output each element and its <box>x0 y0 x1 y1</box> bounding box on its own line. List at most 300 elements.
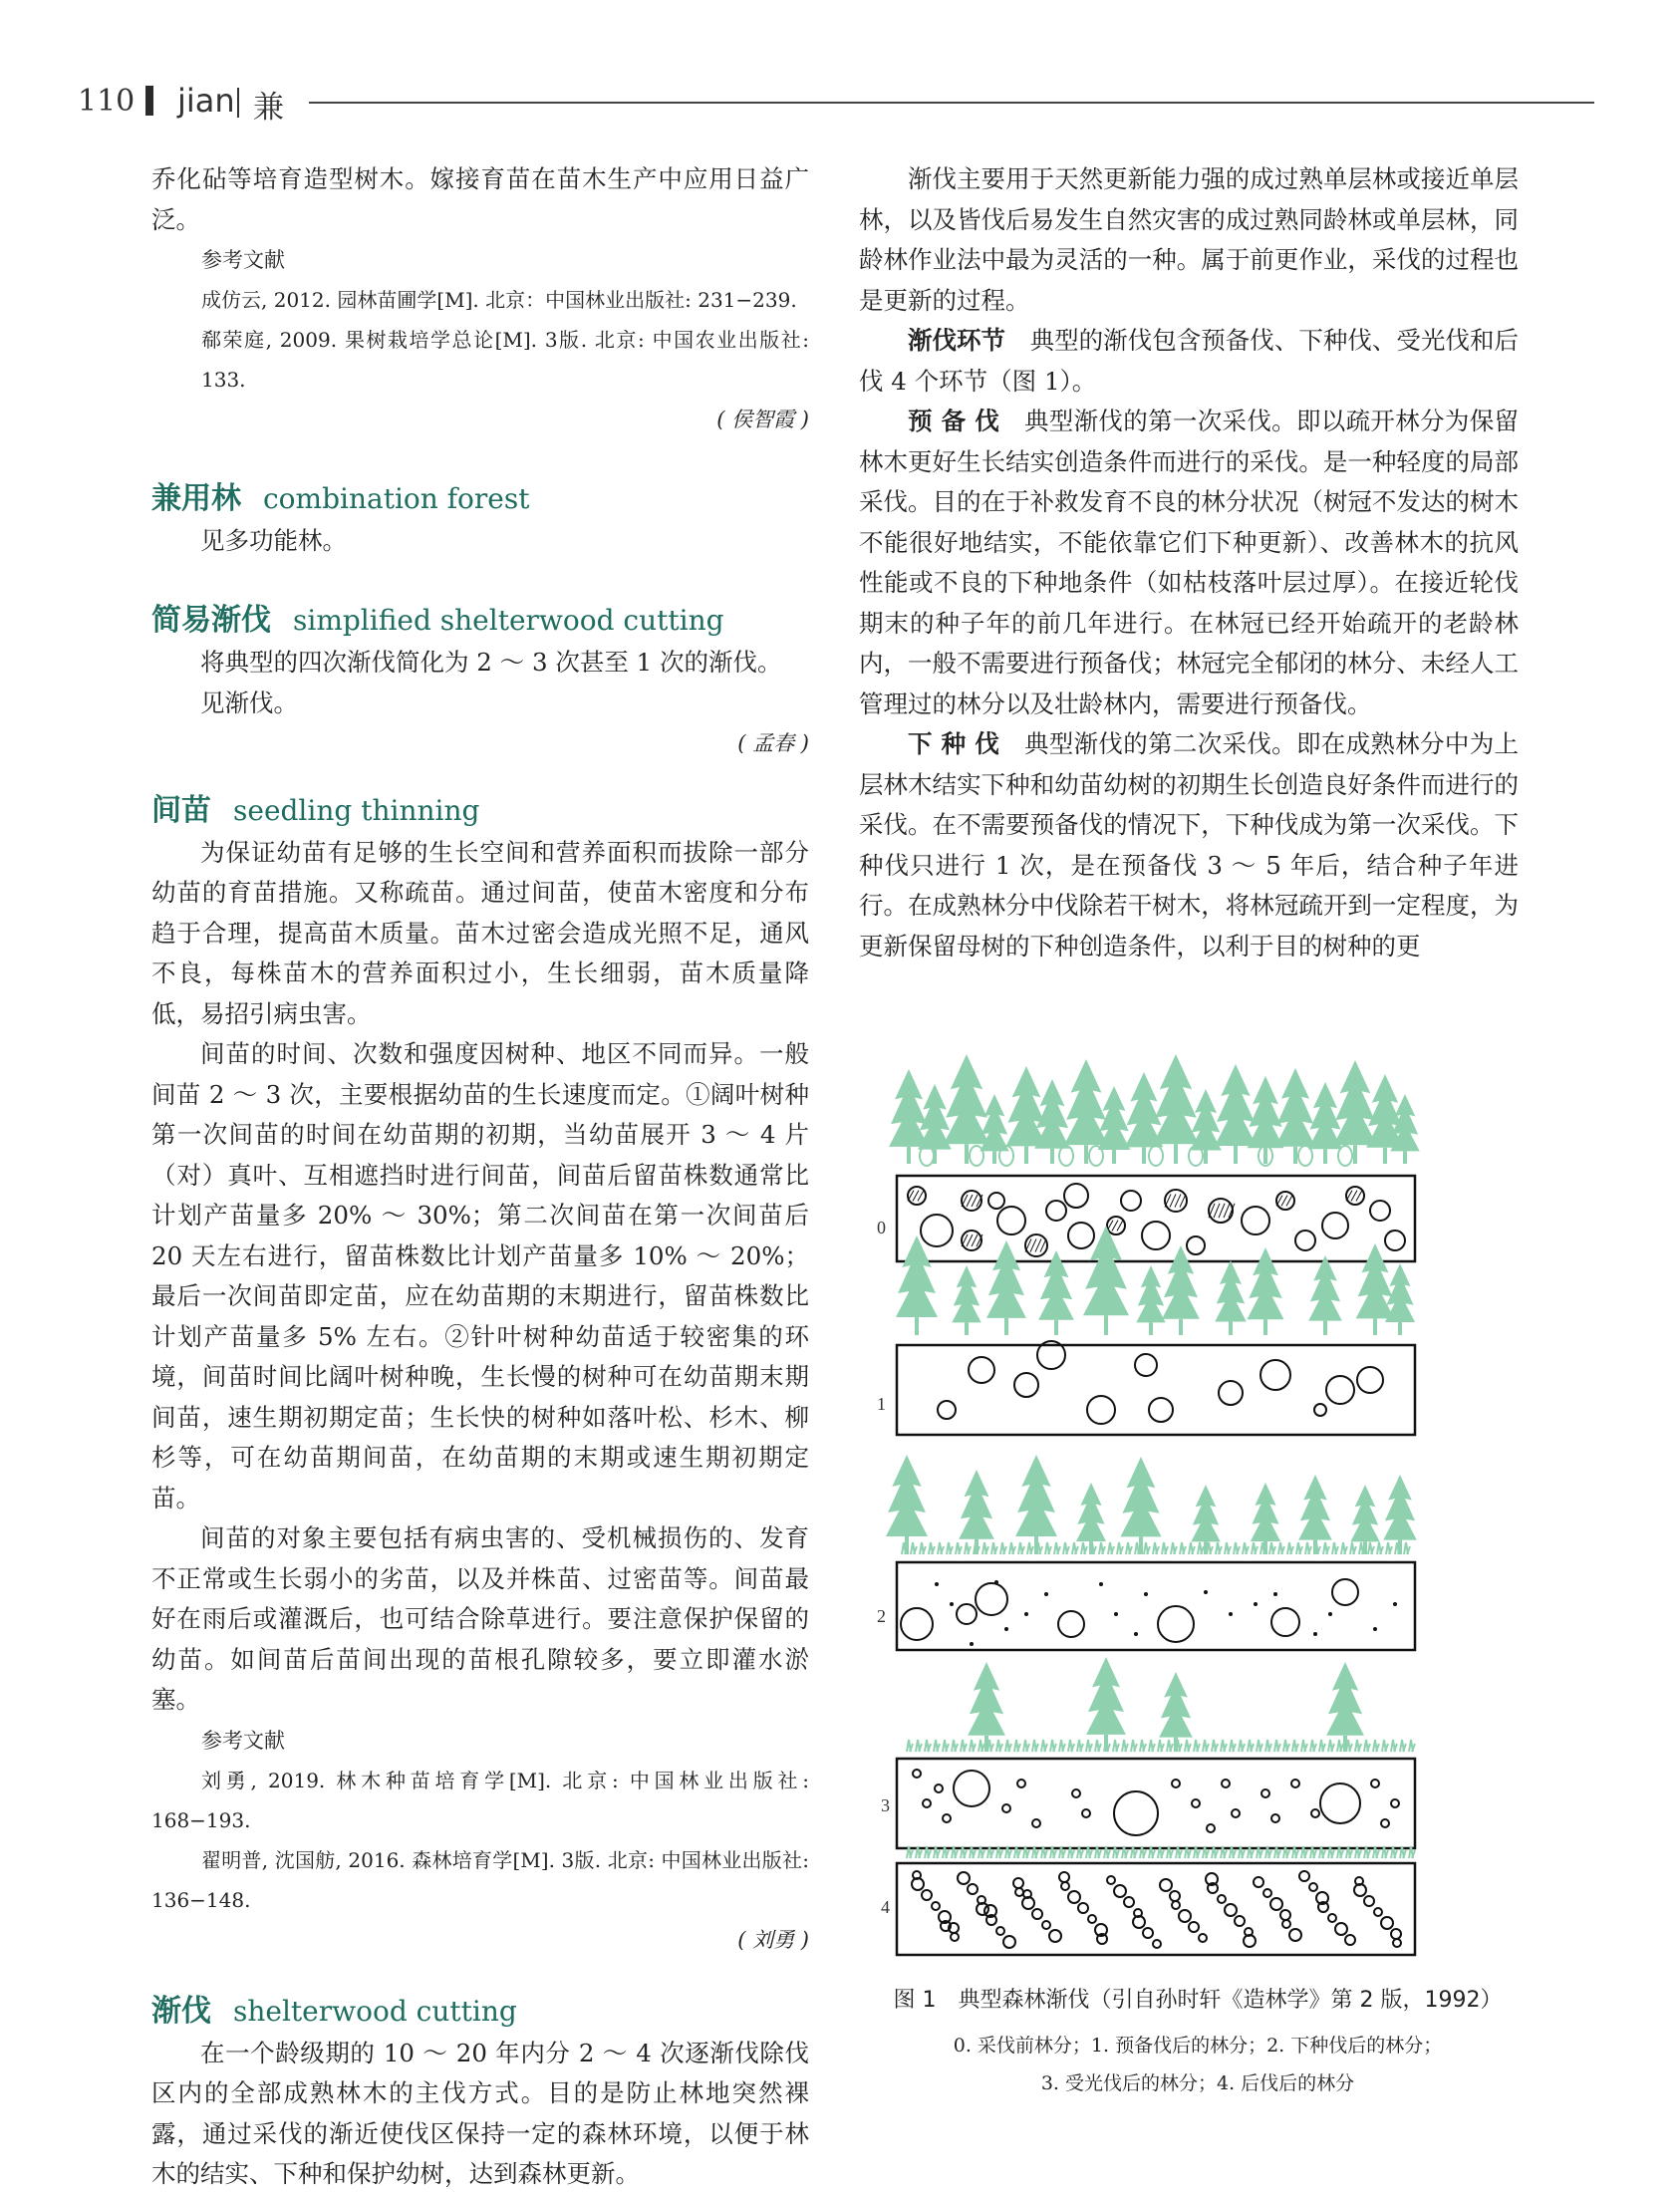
seedling-dot <box>1144 1592 1148 1596</box>
crown-circle <box>1374 1908 1382 1916</box>
crown-circle <box>1328 1914 1336 1922</box>
tree-trunk <box>1004 1318 1008 1335</box>
tree-trunk <box>1229 1322 1233 1336</box>
hatch-line <box>1356 1191 1362 1202</box>
grass-tuft <box>1108 1542 1114 1554</box>
crown-circle <box>1371 1780 1379 1787</box>
grass-tuft <box>1382 1740 1388 1752</box>
reference-item: 成仿云, 2012. 园林苗圃学[M]. 北京：中国林业出版社: 231−239. <box>201 288 797 312</box>
hatch-line <box>972 1235 978 1246</box>
grass-tuft <box>1350 1542 1356 1554</box>
entry-heading <box>151 599 809 643</box>
seedling-dot <box>935 1582 939 1586</box>
crown-circle <box>1121 1191 1141 1211</box>
tree-trunk <box>1323 1149 1327 1164</box>
hatch-line <box>1286 1196 1292 1207</box>
tree-trunk <box>1323 1321 1327 1335</box>
grass-tuft <box>1176 1740 1182 1752</box>
text-run: 典型渐伐的第二次采伐。即在成熟林分中为上层林木结实下种和幼苗幼树的初期生长创造良好条件而进行的采伐。在不需要预备伐的情况下，下种伐成为第一次采伐。下种伐只进行 1 次，是在预备伐 3 ～ 5 年后，结合种子年进行。在成熟林分中伐除若干树木，将林冠疏开到一定程度，为更新保留母树的下种创造条件，以利于目的树种的更 <box>859 729 1520 960</box>
crown-circle <box>1059 1872 1069 1882</box>
grass-tuft <box>943 1740 949 1752</box>
entry-author: ( 侯智霞 ) <box>716 408 809 431</box>
grass-tuft <box>987 1740 993 1752</box>
cross-reference-link[interactable]: 多功能林 <box>224 526 323 555</box>
crown-circle <box>976 1583 1007 1615</box>
tree-icon <box>1298 1475 1332 1540</box>
grass-tuft <box>1400 1740 1406 1752</box>
crown-circle <box>1049 1930 1061 1942</box>
crown-circle <box>1271 1814 1279 1822</box>
crown-circle <box>1291 1780 1299 1787</box>
references-title: 参考文献 <box>201 248 285 272</box>
grass-tuft <box>1185 1740 1191 1752</box>
crown-circle <box>932 1902 940 1910</box>
grass-tuft <box>1332 1542 1338 1554</box>
tree-trunk <box>907 1147 911 1164</box>
entry-title-en: seedling thinning <box>233 793 480 827</box>
grass-tuft <box>1265 1740 1271 1752</box>
tree-icon <box>1159 1672 1193 1738</box>
seedling-dot <box>1313 1632 1317 1636</box>
grass-tuft <box>1036 1542 1042 1554</box>
grass-tuft <box>1305 1542 1311 1554</box>
grass-tuft <box>1077 1740 1083 1752</box>
text-run: 在一个龄级期的 10 ～ 20 年内分 2 ～ 4 次逐渐伐除伐区内的全部成熟林木的 <box>151 2038 809 2107</box>
grass-tuft <box>961 1740 967 1752</box>
crown-circle <box>1078 1903 1088 1913</box>
grass-tuft <box>1239 1740 1245 1752</box>
grass-tuft <box>1027 1542 1033 1554</box>
tree-icon <box>1356 1243 1395 1318</box>
figure-subcaption-line: 3. 受光伐后的林分；4. 后伐后的林分 <box>1040 2072 1355 2094</box>
hatch-line <box>1281 1196 1287 1207</box>
grass-tuft <box>1023 1740 1029 1752</box>
grass-tuft <box>1355 1740 1361 1752</box>
term-link[interactable]: 主伐方式 <box>415 2078 521 2107</box>
tree-icon <box>1251 1483 1280 1541</box>
text-run: 典型的渐伐包含预备伐、下种伐、受光伐和后伐 4 个环节（图 1）。 <box>859 326 1520 396</box>
grass-tuft <box>956 1542 962 1554</box>
grass-tuft <box>911 1542 917 1554</box>
seedling-dot <box>1004 1627 1008 1631</box>
hatch-line <box>1224 1204 1230 1218</box>
stand-plan-box <box>897 1562 1415 1650</box>
entry-author: ( 孟春 ) <box>737 730 809 755</box>
tree-trunk <box>1204 1151 1208 1165</box>
crown-circle <box>1003 1936 1015 1948</box>
crown-circle <box>1225 1904 1237 1916</box>
grass-tuft <box>1086 1740 1092 1752</box>
seedling-dot <box>1024 1612 1028 1616</box>
sapling-icon <box>1059 1146 1073 1166</box>
grass-tuft <box>970 1740 976 1752</box>
grass-tuft <box>1032 1740 1038 1752</box>
crown-circle <box>1370 1201 1390 1221</box>
grass-tuft <box>1310 1740 1316 1752</box>
entry-title-en: simplified shelterwood cutting <box>293 604 724 637</box>
entry-paragraph: 间苗的对象主要包括有病虫害的、受机械损伤的、发育不正常或生长弱小的劣苗，以及并株苗、过密苗等。间苗最好在雨后或灌溉后，也可结合除草进行。要注意保护保留的幼苗。如间苗后苗间出现的苗根孔隙较多，要立即灌水淤塞。 <box>151 1523 809 1714</box>
crown-circle <box>1017 1780 1025 1787</box>
references-title: 参考文献 <box>201 1728 285 1753</box>
tree-icon <box>1064 1059 1108 1145</box>
figure-caption: 图 1 典型森林渐伐（引自孙时轩《造林学》第 2 版，1992） <box>893 1988 1503 2013</box>
crown-circle <box>922 1890 932 1900</box>
crown-circle <box>968 1884 978 1894</box>
text-run: ，应在幼苗期的末期进行，留苗株数比计划产苗量多 5% 左右。②针叶树种幼苗适于较密集的环境，间苗时间比阔叶树种晚，生长慢的树种可在幼苗期末期间苗， <box>151 1281 810 1432</box>
seedling-dot <box>1044 1592 1048 1596</box>
grass-tuft <box>907 1740 913 1752</box>
grass-tuft <box>1104 1740 1110 1752</box>
grass-tuft <box>1301 1740 1307 1752</box>
grass-tuft <box>1180 1542 1186 1554</box>
entry-title-zh: 渐伐 <box>151 1993 211 2029</box>
grass-tuft <box>1189 1542 1195 1554</box>
grass-tuft <box>1314 1542 1320 1554</box>
left-column <box>151 159 809 2195</box>
panel-label: 0 <box>877 1218 886 1237</box>
hatch-line <box>1112 1221 1118 1232</box>
grass-tuft <box>1278 1542 1284 1554</box>
term-link[interactable]: 林分 <box>1395 407 1445 435</box>
crown-circle <box>1391 1799 1399 1807</box>
tree-icon <box>1086 1657 1126 1735</box>
crown-circle <box>1232 1809 1240 1817</box>
grass-tuft <box>952 1740 958 1752</box>
crown-circle <box>1260 1360 1290 1390</box>
crown-circle <box>1068 1891 1080 1903</box>
text-run: 初期定苗；生长快的树种如落叶松、杉木、柳杉等，可在幼苗期间苗，在幼苗期的末期或速生期初期定苗。 <box>151 1402 810 1512</box>
crown-circle <box>1209 1199 1233 1223</box>
grass-tuft <box>1000 1542 1006 1554</box>
tree-trunk <box>965 1322 969 1335</box>
hatch-line <box>972 1195 978 1207</box>
grass-tuft <box>1113 1740 1119 1752</box>
tree-icon <box>1308 1255 1342 1321</box>
crown-circle <box>1320 1783 1360 1823</box>
tree-icon <box>1005 1066 1046 1146</box>
grass-tuft <box>1014 1740 1020 1752</box>
grass-tuft <box>920 1542 926 1554</box>
crown-circle <box>1153 1940 1161 1948</box>
header-character: 兼 <box>253 90 284 126</box>
crown-circle <box>1282 1920 1290 1928</box>
crown-circle <box>1068 1223 1094 1248</box>
entry-heading <box>151 477 809 521</box>
see-suffix: 。 <box>273 687 298 717</box>
tree-icon <box>952 1265 980 1322</box>
entry-title-en: shelterwood cutting <box>233 1994 517 2028</box>
crown-circle <box>1332 1579 1358 1605</box>
hatch-line <box>1219 1204 1225 1218</box>
see-suffix: 。 <box>322 526 347 555</box>
tree-trunk <box>1383 1148 1387 1164</box>
crown-circle <box>1032 1909 1042 1919</box>
tree-trunk <box>1024 1146 1028 1164</box>
tree-trunk <box>965 1144 969 1164</box>
crown-circle <box>923 1799 931 1807</box>
grass-tuft <box>1207 1542 1213 1554</box>
tree-trunk <box>1050 1149 1054 1164</box>
tree-trunk <box>1263 1148 1267 1164</box>
tree-icon <box>1191 1485 1220 1541</box>
crown-circle <box>1261 1789 1269 1797</box>
crown-circle <box>1046 1201 1066 1221</box>
crown-circle <box>1088 1915 1096 1923</box>
grass-tuft <box>1144 1542 1150 1554</box>
crown-circle <box>1381 1917 1393 1929</box>
sapling-icon <box>1338 1146 1352 1166</box>
grass-tuft <box>1341 1542 1347 1554</box>
sapling-icon <box>1149 1146 1163 1166</box>
crown-circle <box>1207 1824 1215 1832</box>
crown-circle <box>1107 1876 1115 1884</box>
crown-circle <box>1270 1898 1282 1910</box>
tree-icon <box>1333 1060 1377 1145</box>
page-number: 110 <box>78 84 136 119</box>
grass-tuft <box>1149 1740 1155 1752</box>
grass-tuft <box>1068 1740 1074 1752</box>
intro-paragraph: 乔化砧等培育造型树木。嫁接育苗在苗木生产中应用日益广泛。 <box>151 164 809 234</box>
grass-tuft <box>1059 1740 1065 1752</box>
seedling-dot <box>970 1642 974 1646</box>
tree-trunk <box>1104 1315 1108 1335</box>
crown-circle <box>938 1401 956 1419</box>
grass-tuft <box>1248 1740 1254 1752</box>
crown-circle <box>969 1357 994 1383</box>
panel-label: 3 <box>881 1795 890 1815</box>
crown-circle <box>1311 1809 1319 1817</box>
crown-circle <box>951 1933 959 1941</box>
crown-circle <box>988 1193 1004 1209</box>
tree-icon <box>968 1662 1005 1736</box>
crown-circle <box>1295 1231 1315 1250</box>
tree-icon <box>1275 1068 1315 1147</box>
crown-circle <box>1114 1791 1158 1835</box>
grass-tuft <box>1072 1542 1078 1554</box>
seedling-dot <box>1099 1582 1103 1586</box>
crown-circle <box>935 1784 943 1792</box>
header-pinyin: jian <box>177 82 235 120</box>
crown-circle <box>1158 1606 1194 1642</box>
page-header <box>78 76 1523 132</box>
grass-tuft <box>1018 1542 1024 1554</box>
tree-trunk <box>1084 1145 1088 1164</box>
header-bar <box>145 86 153 116</box>
crown-circle <box>1299 1871 1309 1881</box>
crown-circle <box>958 1872 970 1884</box>
grass-tuft <box>1099 1542 1105 1554</box>
crown-circle <box>943 1814 951 1822</box>
tree-icon <box>1153 1054 1199 1144</box>
subsection-title: 预 备 伐 <box>908 407 1000 435</box>
reference-item: 翟明普, 沈国舫, 2016. 森林培育学[M]. 3版. 北京: 中国林业出版社: 136−148. <box>151 1847 809 1912</box>
tree-icon <box>1083 1226 1129 1315</box>
crown-circle <box>1326 1376 1354 1404</box>
grass-tuft <box>1095 1740 1101 1752</box>
crown-circle <box>1032 1819 1040 1827</box>
crown-circle <box>1280 1910 1290 1920</box>
grass-tuft <box>1368 1542 1374 1554</box>
header-separator <box>237 88 239 118</box>
crown-circle <box>997 1207 1025 1235</box>
tree-icon <box>986 1240 1026 1318</box>
grass-tuft <box>1140 1740 1146 1752</box>
hatch-line <box>1170 1194 1176 1207</box>
seedling-dot <box>1328 1612 1332 1616</box>
grass-tuft <box>1377 1542 1383 1554</box>
see-prefix: 见 <box>200 687 225 717</box>
crown-circle <box>1124 1897 1134 1907</box>
grass-tuft <box>1167 1740 1173 1752</box>
tree-trunk <box>1179 1319 1183 1335</box>
seedling-dot <box>994 1580 998 1584</box>
tree-icon <box>886 1455 928 1536</box>
grass-tuft <box>1346 1740 1352 1752</box>
entry-title-zh: 间苗 <box>151 792 211 828</box>
header-rule <box>309 102 1594 104</box>
seedling-dot <box>1204 1590 1208 1594</box>
grass-tuft <box>1045 1542 1051 1554</box>
entry-heading <box>151 789 809 833</box>
entry-paragraph: 为保证幼苗有足够的生长空间和营养面积而拔除一部分幼苗的育苗措施。又称疏苗。通过间苗，使苗木密度和分布趋于合理，提高苗木质量。苗木过密会造成光照不足，通风不良，每株苗木的营养面积过小，生长细弱，苗木质量降低，易招引病虫害。 <box>151 837 809 1028</box>
tree-icon <box>944 1054 989 1144</box>
crown-circle <box>1199 1934 1207 1942</box>
crown-circle <box>1289 1929 1301 1941</box>
crown-circle <box>1391 1929 1401 1939</box>
term-link[interactable]: 速生期 <box>227 1402 304 1432</box>
grass-tuft <box>996 1740 1002 1752</box>
stand-plan-box <box>897 1863 1415 1955</box>
grass-tuft <box>974 1542 980 1554</box>
crown-circle <box>921 1215 953 1246</box>
grass-tuft <box>1328 1740 1334 1752</box>
entry-paragraph <box>151 1034 809 1518</box>
tree-trunk <box>1263 1319 1267 1335</box>
grass-tuft <box>1158 1740 1164 1752</box>
text-run: 间苗的时间、次数和强度因树种、地区不同而异。一般间苗 2 ～ 3 次，主要根据幼苗的生长速度而定。①阔叶树种第一次间苗的时间在 <box>151 1039 809 1149</box>
grass-tuft <box>1287 1542 1293 1554</box>
figure-subcaption <box>859 2027 1537 2102</box>
tree-icon <box>1015 1455 1057 1536</box>
cross-reference-link[interactable]: 渐伐 <box>224 687 274 717</box>
grass-tuft <box>1216 1542 1222 1554</box>
grass-tuft <box>1323 1542 1329 1554</box>
tree-icon <box>896 1235 938 1317</box>
crown-circle <box>1218 1895 1226 1903</box>
reference-item: 郗荣庭, 2009. 果树栽培学总论[M]. 3版. 北京: 中国农业出版社: 133. <box>201 328 809 392</box>
grass-tuft <box>991 1542 997 1554</box>
entry-paragraph <box>859 321 1519 402</box>
entry-title-en: combination forest <box>263 482 530 515</box>
grass-tuft <box>1386 1542 1392 1554</box>
grass-tuft <box>1005 1740 1011 1752</box>
crown-circle <box>1357 1367 1383 1393</box>
subsection-title: 下 种 伐 <box>908 729 1000 758</box>
see-also <box>151 684 809 723</box>
tree-icon <box>1215 1260 1247 1322</box>
entry-title-zh: 简易渐伐 <box>151 603 271 638</box>
crown-circle <box>1172 1901 1180 1909</box>
crown-circle <box>1309 1883 1317 1891</box>
reference-item: 刘勇, 2019. 林木种苗培育学[M]. 北京: 中国林业出版社: 168−193. <box>151 1768 809 1832</box>
grass-tuft <box>929 1542 935 1554</box>
crown-circle <box>1271 1608 1299 1636</box>
crown-circle <box>1072 1789 1080 1797</box>
grass-tuft <box>1153 1542 1159 1554</box>
crown-circle <box>1064 1184 1088 1208</box>
seedling-dot <box>1373 1627 1377 1631</box>
sapling-icon <box>1089 1146 1103 1166</box>
entry-heading <box>151 1990 809 2034</box>
seedling-dot <box>1273 1592 1277 1596</box>
crown-circle <box>1189 1922 1199 1932</box>
tree-trunk <box>1174 1144 1178 1164</box>
tree-icon <box>959 1470 994 1539</box>
crown-circle <box>1235 1916 1245 1926</box>
grass-tuft <box>1063 1542 1069 1554</box>
grass-tuft <box>1319 1740 1325 1752</box>
seedling-dot <box>1114 1612 1118 1616</box>
crown-circle <box>1187 1236 1205 1254</box>
crown-circle <box>1222 1780 1230 1787</box>
crown-circle <box>1314 1404 1326 1416</box>
crown-circle <box>1172 1780 1180 1787</box>
text-run: 。目的是防止林地突然裸露，通过采伐的渐近使伐区保持一定的森林环境，以便于林木的结实、下种和保护幼树，达到森林更新。 <box>151 2078 810 2188</box>
crown-circle <box>1242 1207 1269 1235</box>
grass-tuft <box>1296 1542 1302 1554</box>
grass-tuft <box>1257 1740 1262 1752</box>
tree-trunk <box>1234 1146 1238 1164</box>
crown-circle <box>1263 1889 1271 1897</box>
hatch-line <box>967 1195 973 1207</box>
crown-circle <box>1061 1882 1069 1890</box>
tree-icon <box>1162 1245 1200 1319</box>
crown-circle <box>1143 1928 1153 1938</box>
entry-title-zh: 兼用林 <box>151 481 241 516</box>
entry-paragraph <box>859 724 1519 966</box>
tree-icon <box>1248 1076 1284 1148</box>
crown-circle <box>1135 1354 1157 1376</box>
tree-icon <box>1350 1485 1379 1541</box>
grass-tuft <box>1283 1740 1289 1752</box>
grass-tuft <box>1009 1542 1015 1554</box>
crown-circle <box>1058 1611 1084 1637</box>
see-also <box>151 521 809 561</box>
seedling-dot <box>1134 1632 1138 1636</box>
crown-circle <box>957 1604 977 1624</box>
tree-trunk <box>1293 1147 1297 1164</box>
seedling-dot <box>1254 1602 1258 1606</box>
entry-paragraph <box>151 2034 809 2195</box>
text-run: 为保留林木更好生长结实创造条件而进行的采伐。是一种轻度的局部采伐。目的在于补救发育不良的林分状况（树冠不发达的树木不能很好地结实，不能依靠它们下种更新）、改善林木的抗风性能或不良的下种地条件（如枯枝落叶层过厚）。在接近轮伐期末的种子年的前几年进行。在林冠已经开始疏开的老龄林内，一般不需要进行预备伐；林冠完全郁闭的林分、未经人工管理过的林分以及壮龄林内，需要进行预备伐。 <box>859 407 1520 718</box>
grass-tuft <box>1194 1740 1200 1752</box>
grass-tuft <box>965 1542 971 1554</box>
crown-circle <box>1170 1891 1180 1901</box>
grass-tuft <box>979 1740 984 1752</box>
entry-author: ( 刘勇 ) <box>737 1927 809 1952</box>
crown-circle <box>1393 1939 1401 1947</box>
grass-tuft <box>1373 1740 1379 1752</box>
hatch-line <box>913 1191 919 1202</box>
grass-tuft <box>1225 1542 1231 1554</box>
grass-tuft <box>916 1740 922 1752</box>
crown-circle <box>996 1927 1004 1935</box>
term-link[interactable]: 定苗 <box>328 1281 380 1310</box>
grass-tuft <box>1364 1740 1370 1752</box>
seedling-dot <box>950 1602 954 1606</box>
term-link[interactable]: 幼苗期 <box>383 1120 460 1149</box>
sapling-icon <box>1298 1146 1312 1166</box>
